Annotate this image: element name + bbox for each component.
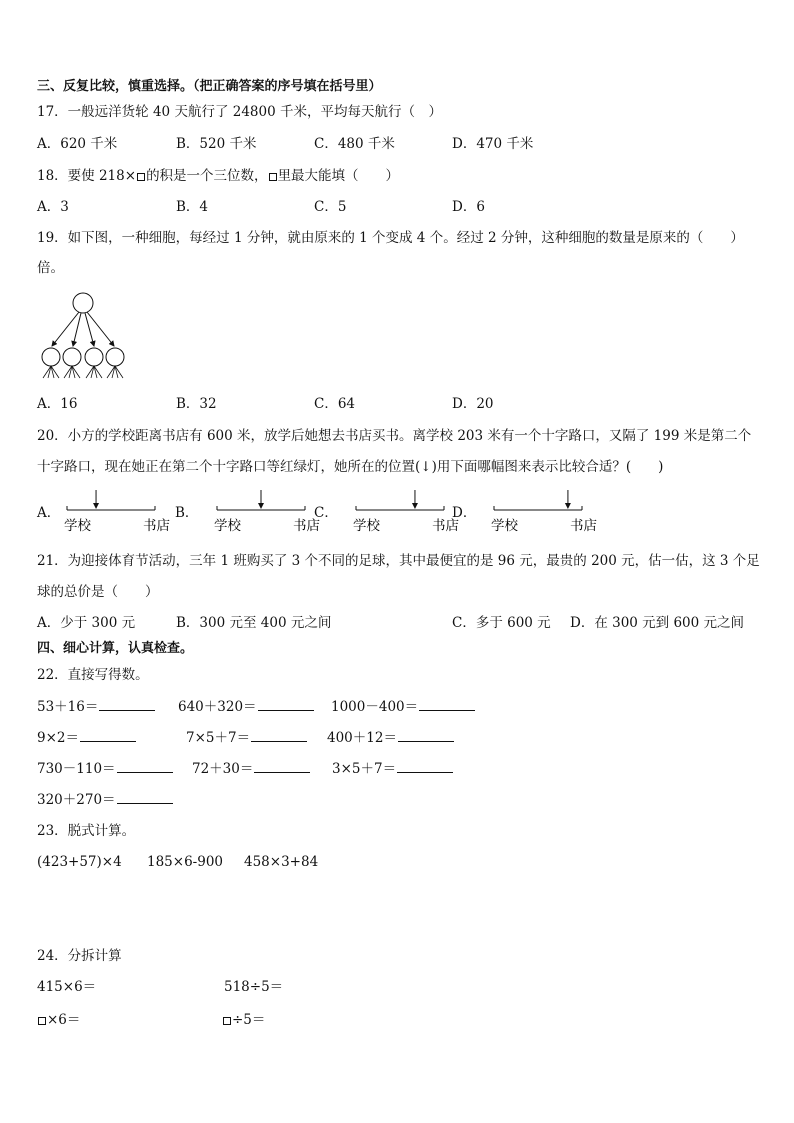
q22-item-2	[178, 698, 314, 716]
q21-option-b: B．300 元至 400 元之间	[176, 615, 332, 631]
q20-diagram-d	[491, 490, 597, 534]
q24-line2-left-text: ×6＝	[47, 1012, 81, 1028]
q23-title: 23．脱式计算。	[37, 823, 136, 839]
q21-option-d: D．在 300 元到 600 元之间	[570, 615, 745, 631]
answer-blank[interactable]	[99, 698, 155, 711]
q22-item-9	[332, 760, 453, 778]
q20-option-c-label: C．	[314, 505, 338, 521]
answer-blank[interactable]	[397, 760, 453, 773]
q20-line1: 20．小方的学校距离书店有 600 米，放学后她想去书店买书。离学校 203 米有一个十字路口，又隔了 199 米是第二个	[37, 428, 752, 444]
answer-blank[interactable]	[80, 729, 136, 742]
q20-diagram-c	[353, 490, 459, 534]
q22-expr: 640＋320＝	[178, 699, 257, 715]
q22-expr: 3×5＋7＝	[332, 761, 397, 777]
q22-expr: 320＋270＝	[37, 792, 116, 808]
blank-box-icon	[38, 1017, 46, 1025]
q18-text	[37, 167, 399, 185]
q24-line2-left	[37, 1011, 80, 1029]
q24-line2-right	[222, 1011, 265, 1029]
q20-diagram-b	[214, 490, 320, 534]
q20-option-d-label: D．	[452, 505, 477, 521]
q22-item-5	[186, 729, 307, 747]
q21-option-a: A．少于 300 元	[37, 615, 136, 631]
q22-item-6	[327, 729, 454, 747]
q17-option-b: B．520 千米	[176, 136, 257, 152]
q23-item-1: (423+57)×4	[37, 854, 122, 870]
answer-blank[interactable]	[398, 729, 454, 742]
q24-line1-left: 415×6＝	[37, 979, 97, 995]
answer-blank[interactable]	[258, 698, 314, 711]
q20-line2: 十字路口，现在她正在第二个十字路口等红绿灯，她所在的位置(↓)用下面哪幅图来表示比较合适？( )	[37, 459, 664, 475]
q24-line1-right: 518÷5＝	[224, 979, 284, 995]
q19-option-b: B．32	[176, 396, 217, 412]
store-label: 书店	[432, 518, 459, 534]
q21-line2: 球的总价是（ ）	[37, 584, 159, 600]
blank-box-icon	[137, 173, 145, 181]
q20-diagram-a	[64, 490, 170, 534]
q17-option-a: A．620 千米	[37, 136, 118, 152]
q22-item-3	[331, 698, 475, 716]
q22-expr: 9×2＝	[37, 730, 79, 746]
q17-option-c: C．480 千米	[314, 136, 395, 152]
q18-text-end: 里最大能填（ ）	[277, 168, 400, 184]
q22-item-7	[37, 760, 173, 778]
q18-text-after: 的积是一个三位数，	[146, 168, 268, 184]
q22-expr: 53＋16＝	[37, 699, 99, 715]
q21-line1: 21．为迎接体育节活动，三年 1 班购买了 3 个不同的足球，其中最便宜的是 96 元，最贵的 200 元，估一估，这 3 个足	[37, 553, 760, 569]
q21-option-c: C．多于 600 元	[452, 615, 551, 631]
answer-blank[interactable]	[254, 760, 310, 773]
answer-blank[interactable]	[117, 760, 173, 773]
q22-expr: 7×5＋7＝	[186, 730, 251, 746]
q22-item-8	[192, 760, 310, 778]
q20-option-a-label: A．	[37, 505, 61, 521]
school-label: 学校	[214, 518, 241, 534]
q18-option-b: B．4	[176, 199, 209, 215]
q18-option-a: A．3	[37, 199, 69, 215]
q22-expr: 72＋30＝	[192, 761, 254, 777]
q22-item-10	[37, 791, 173, 809]
down-arrow-icon	[258, 503, 264, 509]
answer-blank[interactable]	[117, 791, 173, 804]
q18-option-c: C．5	[314, 199, 347, 215]
blank-box-icon	[269, 173, 277, 181]
school-label: 学校	[353, 518, 380, 534]
q22-title: 22．直接写得数。	[37, 667, 149, 683]
q19-option-a: A．16	[37, 396, 78, 412]
q17-option-d: D．470 千米	[452, 136, 534, 152]
store-label: 书店	[293, 518, 320, 534]
section4-heading: 四、细心计算，认真检查。	[37, 641, 194, 656]
answer-blank[interactable]	[419, 698, 475, 711]
q24-title: 24．分拆计算	[37, 948, 122, 964]
q18-option-d: D．6	[452, 199, 485, 215]
school-label: 学校	[64, 518, 91, 534]
q24-line2-right-text: ÷5＝	[232, 1012, 266, 1028]
store-label: 书店	[570, 518, 597, 534]
q19-option-c: C．64	[314, 396, 356, 412]
section3-heading: 三、反复比较，慎重选择。（把正确答案的序号填在括号里）	[37, 79, 382, 94]
q23-item-2: 185×6-900	[147, 854, 223, 870]
q19-option-d: D．20	[452, 396, 494, 412]
q18-text-before: 18．要使 218×	[37, 168, 137, 184]
q19-line2: 倍。	[37, 260, 64, 276]
store-label: 书店	[143, 518, 170, 534]
q19-line1: 19．如下图，一种细胞，每经过 1 分钟，就由原来的 1 个变成 4 个。经过 2 分钟，这种细胞的数量是原来的（ ）	[37, 230, 744, 246]
q22-expr: 400＋12＝	[327, 730, 397, 746]
q22-expr: 1000－400＝	[331, 699, 419, 715]
blank-box-icon	[223, 1017, 231, 1025]
answer-blank[interactable]	[251, 729, 307, 742]
down-arrow-icon	[565, 503, 571, 509]
q22-item-4	[37, 729, 136, 747]
down-arrow-icon	[93, 503, 99, 509]
q22-expr: 730－110＝	[37, 761, 116, 777]
q22-item-1	[37, 698, 155, 716]
q20-option-b-label: B．	[175, 505, 199, 521]
down-arrow-icon	[412, 503, 418, 509]
school-label: 学校	[491, 518, 518, 534]
q23-item-3: 458×3+84	[244, 854, 319, 870]
q17-text: 17．一般远洋货轮 40 天航行了 24800 千米，平均每天航行（ ）	[37, 104, 442, 120]
cell-division-diagram	[34, 288, 134, 382]
q20-diagrams	[0, 488, 620, 540]
